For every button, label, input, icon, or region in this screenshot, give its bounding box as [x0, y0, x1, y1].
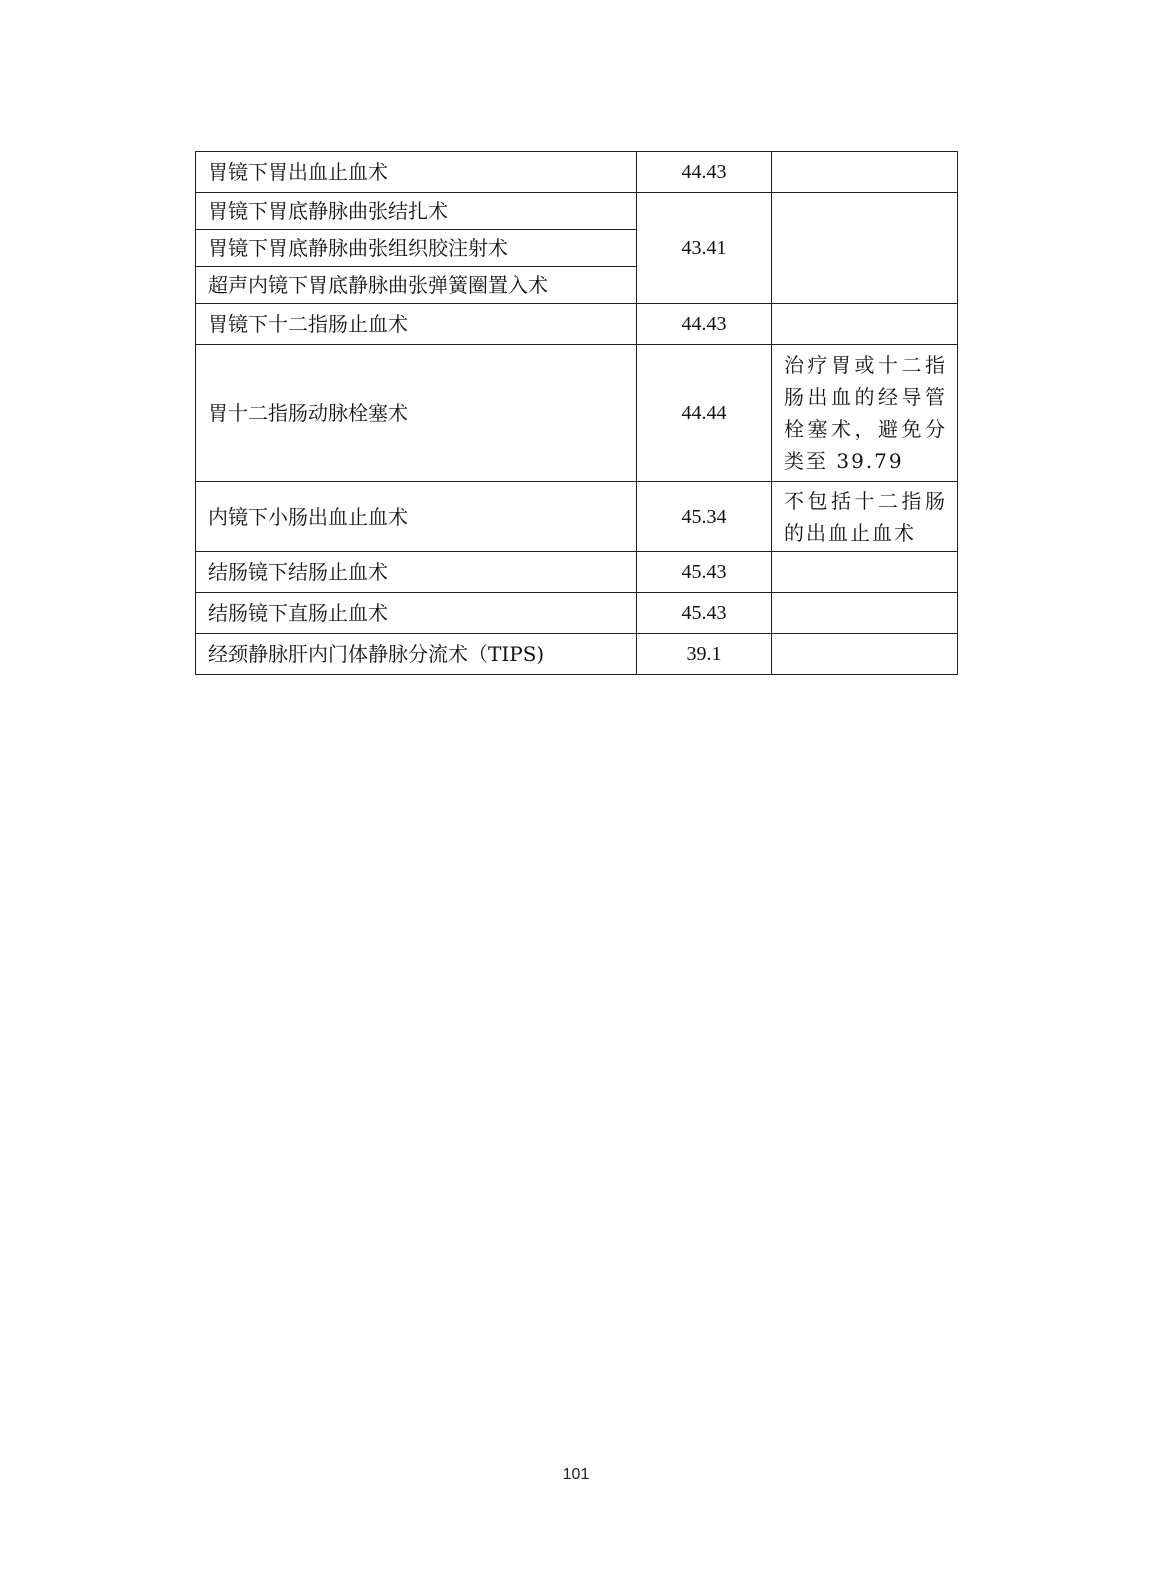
procedure-code-cell: 39.1 [637, 634, 772, 675]
note-cell: 治疗胃或十二指肠出血的经导管栓塞术，避免分类至 39.79 [772, 345, 958, 482]
note-cell: 不包括十二指肠的出血止血术 [772, 482, 958, 552]
procedure-name-subrow: 胃镜下胃底静脉曲张结扎术 [208, 199, 448, 223]
table-row [196, 552, 958, 593]
procedure-name-cell: 结肠镜下直肠止血术 [196, 593, 637, 634]
note-cell [772, 193, 958, 304]
note-cell [772, 152, 958, 193]
note-cell [772, 304, 958, 345]
procedure-code-table [195, 151, 958, 675]
procedure-name-cell: 经颈静脉肝内门体静脉分流术（TIPS) [196, 634, 637, 675]
table-row [196, 304, 958, 345]
table-row [196, 345, 958, 482]
procedure-code-cell: 44.43 [637, 152, 772, 193]
table-row [196, 482, 958, 552]
table-row [196, 593, 958, 634]
procedure-code-cell: 45.34 [637, 482, 772, 552]
procedure-name-cell: 内镜下小肠出血止血术 [196, 482, 637, 552]
note-cell [772, 634, 958, 675]
procedure-name-group-cell [196, 193, 637, 304]
table-row [196, 152, 958, 193]
page-number: 101 [562, 1466, 590, 1483]
procedure-code-cell: 45.43 [637, 593, 772, 634]
procedure-code-cell: 45.43 [637, 552, 772, 593]
note-cell [772, 593, 958, 634]
procedure-name-cell: 结肠镜下结肠止血术 [196, 552, 637, 593]
table-row [196, 634, 958, 675]
procedure-name-cell: 胃镜下十二指肠止血术 [196, 304, 637, 345]
procedure-name-subrow: 胃镜下胃底静脉曲张组织胶注射术 [196, 229, 636, 266]
procedure-name-cell: 胃十二指肠动脉栓塞术 [196, 345, 637, 482]
table-row [196, 193, 958, 304]
procedure-code-cell: 44.43 [637, 304, 772, 345]
procedure-name-cell: 胃镜下胃出血止血术 [196, 152, 637, 193]
procedure-code-cell: 43.41 [637, 193, 772, 304]
note-cell [772, 552, 958, 593]
procedure-name-subrow: 超声内镜下胃底静脉曲张弹簧圈置入术 [196, 266, 636, 303]
procedure-code-cell: 44.44 [637, 345, 772, 482]
